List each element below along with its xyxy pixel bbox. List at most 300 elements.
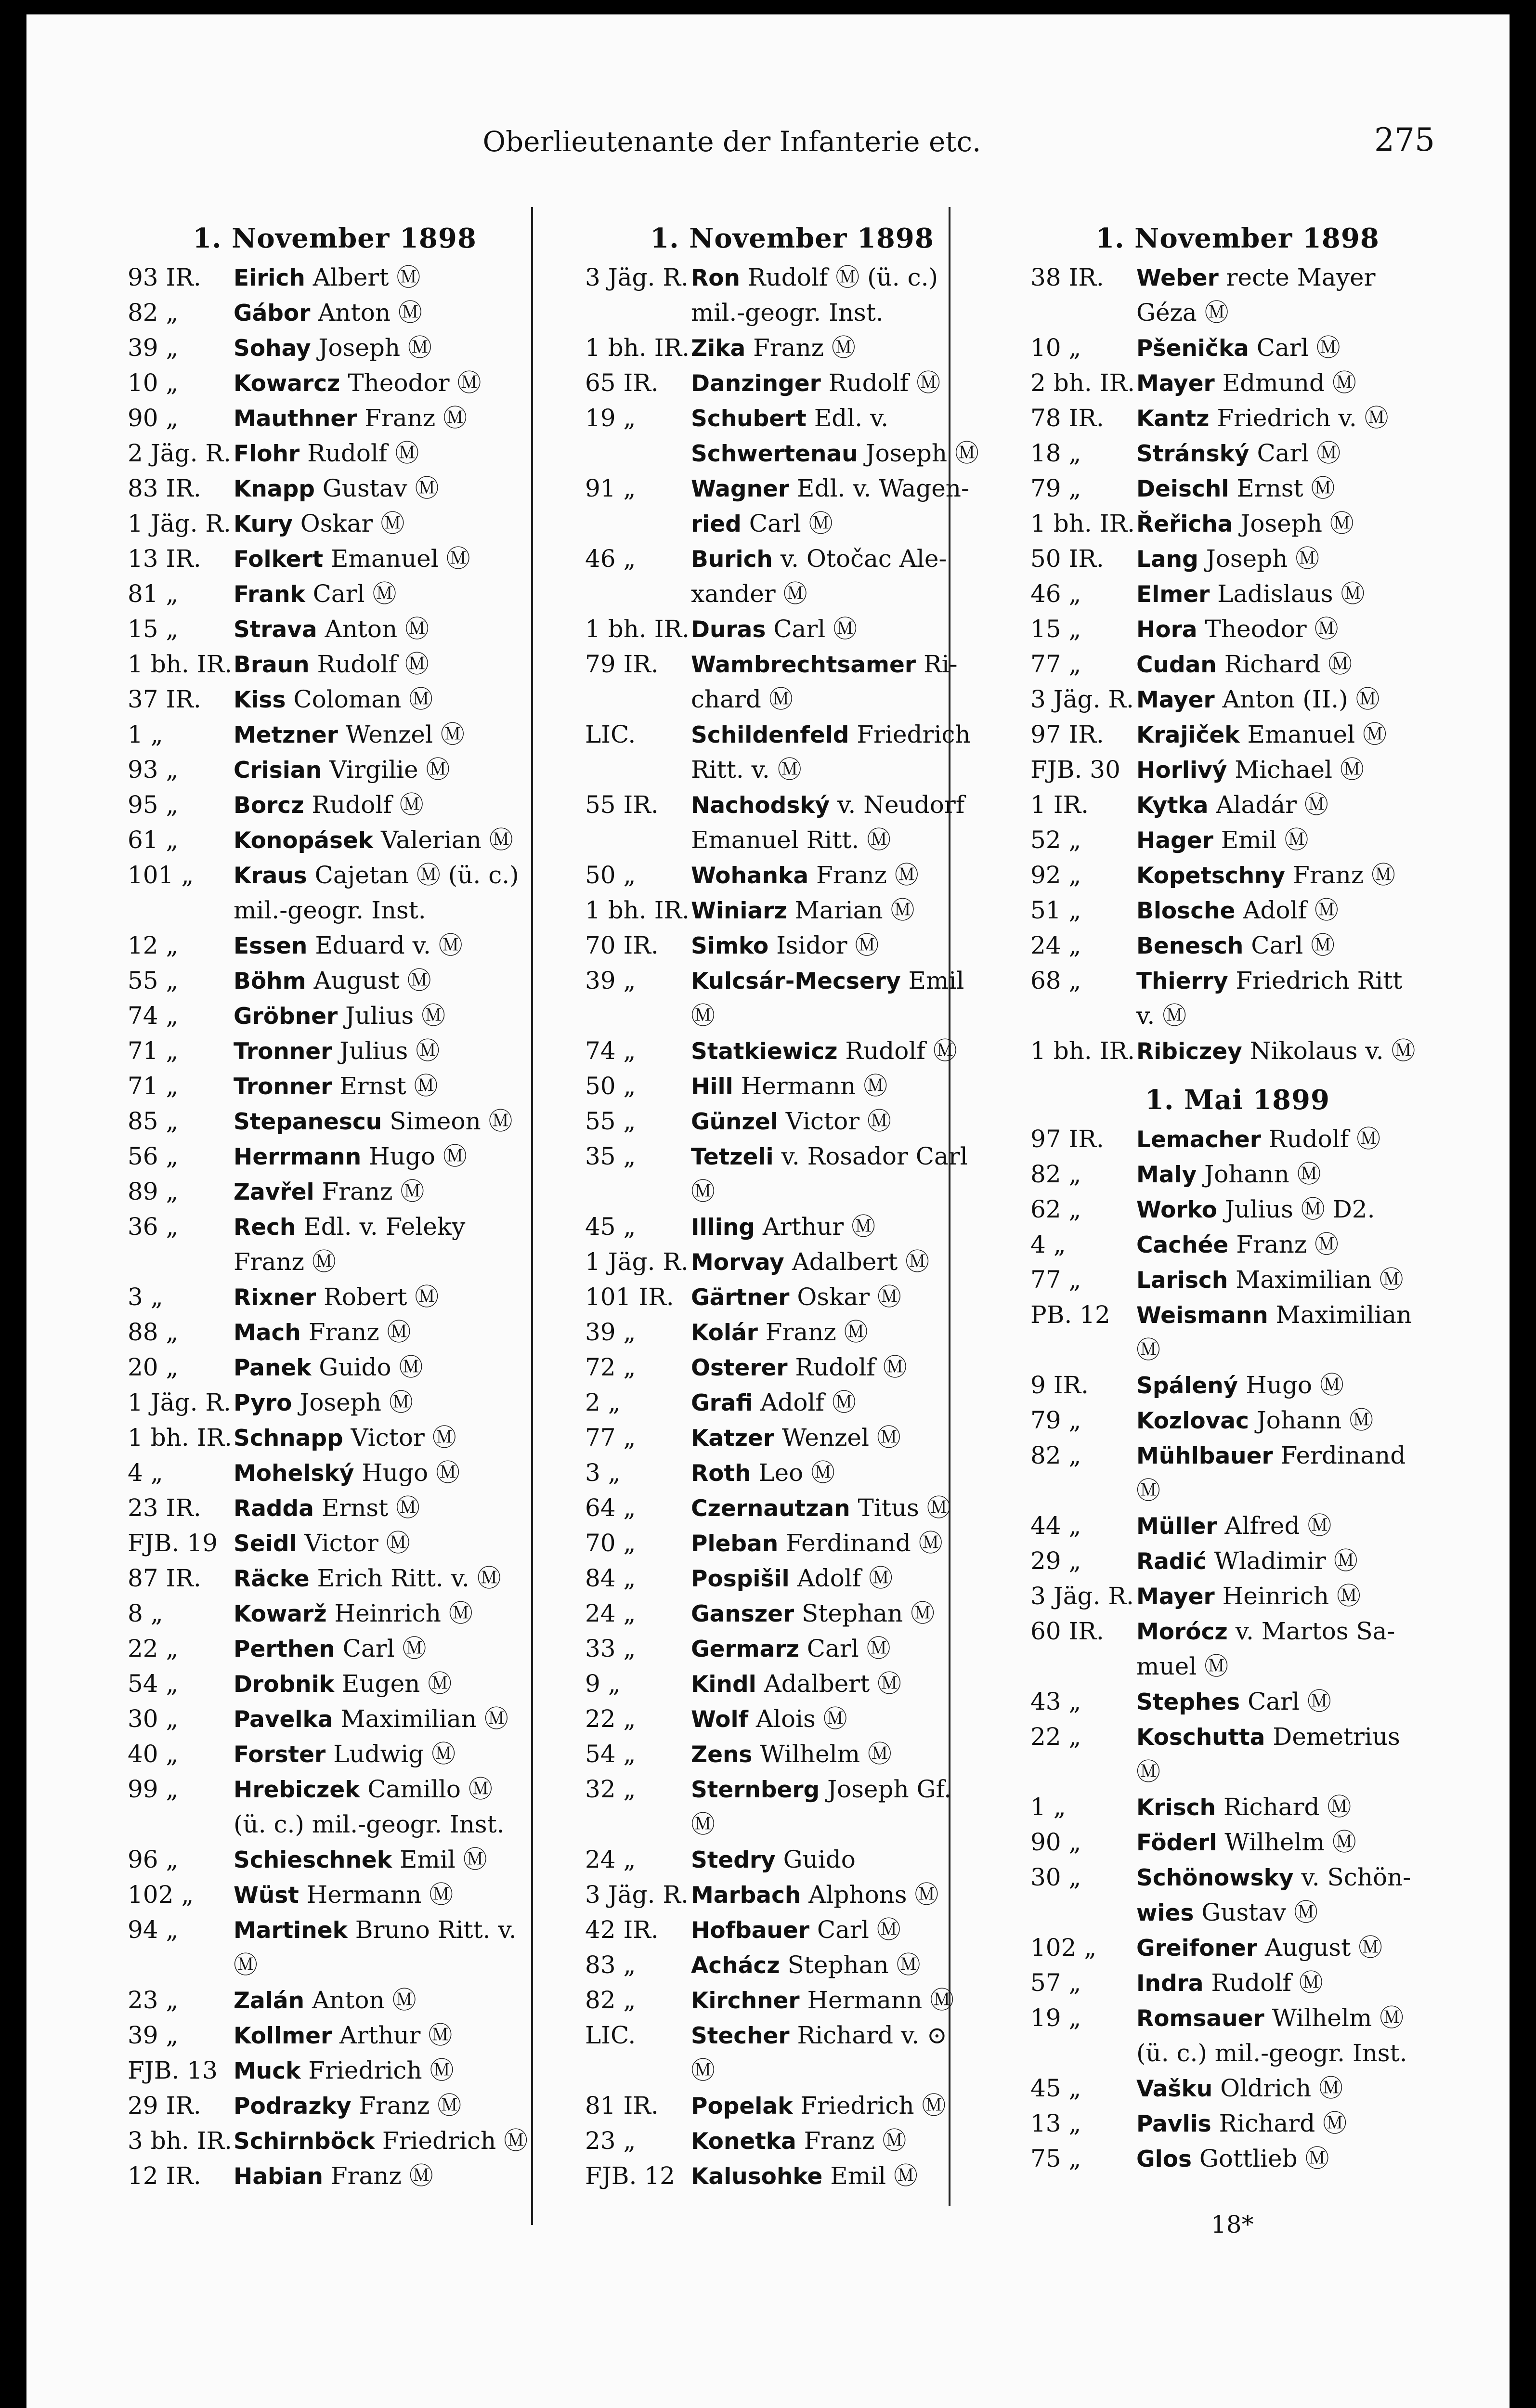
regiment-label: 77 „	[585, 1424, 636, 1452]
list-item	[585, 1209, 999, 1244]
given-name: Ritt. v. Ⓜ	[691, 756, 802, 784]
surname: Horlivý	[1136, 757, 1227, 784]
surname: Metzner	[234, 722, 338, 748]
surname: Kulcsár-Mecsery	[691, 968, 901, 995]
given-name: Rudolf Ⓜ	[1211, 1969, 1323, 1997]
regiment-label: 52 „	[1030, 826, 1081, 854]
list-item	[128, 1315, 542, 1350]
name-line	[691, 1069, 999, 1104]
regiment-label: 82 „	[128, 299, 179, 327]
regiment-label: 22 „	[128, 1635, 179, 1662]
list-item	[585, 1280, 999, 1315]
given-name: Carl Ⓜ	[1257, 439, 1341, 467]
officer-name	[691, 1561, 999, 1596]
name-line	[234, 1737, 542, 1772]
surname: Burich	[691, 546, 773, 573]
surname: Kozlovac	[1136, 1408, 1249, 1434]
officer-name	[691, 1034, 999, 1069]
surname: Eirich	[234, 265, 305, 291]
name-line	[1136, 1719, 1445, 1754]
regiment-label: 97 IR.	[1030, 720, 1104, 748]
surname: Schnapp	[234, 1425, 343, 1452]
given-name: Julius Ⓜ D2.	[1224, 1195, 1375, 1223]
officer-name	[234, 1631, 542, 1666]
officer-name	[234, 2088, 542, 2123]
list-item	[1030, 1438, 1445, 1508]
given-name: Rudolf Ⓜ	[845, 1037, 957, 1065]
given-name: Carl Ⓜ	[817, 1916, 901, 1944]
page-header-title: Oberlieutenante der Infanterie etc.	[482, 125, 981, 158]
list-item	[128, 787, 542, 823]
given-name: Rudolf Ⓜ	[307, 439, 419, 467]
name-line	[1136, 787, 1445, 823]
list-item	[1030, 647, 1445, 682]
officer-name	[234, 1455, 542, 1491]
list-item	[128, 1737, 542, 1772]
list-item	[128, 2123, 542, 2159]
regiment-label: 89 „	[128, 1178, 179, 1205]
given-name: xander Ⓜ	[691, 580, 807, 608]
surname: wies	[1136, 1900, 1194, 1926]
surname: Flohr	[234, 441, 300, 467]
name-line	[234, 1104, 542, 1139]
list-item	[585, 1350, 999, 1385]
officer-name	[691, 366, 999, 401]
surname: Řeřicha	[1136, 511, 1233, 537]
given-name: Franz Ⓜ	[753, 334, 856, 362]
surname: Perthen	[234, 1636, 335, 1662]
given-name: Theodor Ⓜ	[1205, 615, 1339, 643]
list-item	[585, 1631, 999, 1666]
regiment-label: 23 IR.	[128, 1494, 201, 1522]
regiment-label: 77 „	[1030, 1266, 1081, 1294]
regiment-label: 29 IR.	[128, 2092, 201, 2120]
surname: Wolf	[691, 1706, 749, 1733]
officer-name	[1136, 1825, 1445, 1860]
regiment-label: 102 „	[1030, 1934, 1097, 1962]
given-name: Wenzel Ⓜ	[781, 1424, 901, 1452]
list-item	[1030, 1227, 1445, 1262]
given-name: Carl Ⓜ	[773, 615, 858, 643]
name-line	[1136, 1473, 1445, 1508]
name-line	[1136, 1403, 1445, 1438]
given-name: Guido Ⓜ	[319, 1353, 423, 1381]
surname: Hofbauer	[691, 1917, 809, 1944]
given-name: Arthur Ⓜ	[762, 1213, 876, 1241]
regiment-label: 54 „	[128, 1670, 179, 1698]
list-item	[1030, 471, 1445, 506]
surname: Hrebiczek	[234, 1777, 360, 1803]
officer-name	[1136, 1719, 1445, 1790]
surname: Spálený	[1136, 1373, 1238, 1399]
regiment-label: 50 IR.	[1030, 545, 1104, 573]
officer-name	[1136, 1122, 1445, 1157]
list-item	[128, 1139, 542, 1174]
list-item	[585, 541, 999, 612]
officer-name	[1136, 1508, 1445, 1544]
surname: Drobnik	[234, 1671, 334, 1698]
regiment-label: 79 „	[1030, 1406, 1081, 1434]
list-item	[585, 963, 999, 1034]
officer-name	[234, 823, 542, 858]
list-item	[585, 2088, 999, 2123]
given-name: Joseph Gf.	[827, 1775, 952, 1803]
given-name: Alois Ⓜ	[755, 1705, 847, 1733]
surname: Sohay	[234, 335, 311, 362]
regiment-label: 1 bh. IR.	[585, 896, 690, 924]
officer-name	[1136, 1192, 1445, 1227]
regiment-label: 65 IR.	[585, 369, 659, 397]
given-name: Franz Ⓜ	[308, 1318, 411, 1346]
name-line	[1136, 682, 1445, 717]
name-line	[691, 1737, 999, 1772]
regiment-label: 2 bh. IR.	[1030, 369, 1135, 397]
officer-name	[234, 1280, 542, 1315]
column-1-heading: 1. November 1898	[193, 222, 477, 254]
list-item	[1030, 1508, 1445, 1544]
surname: Cudan	[1136, 652, 1217, 678]
list-item	[128, 1912, 542, 1983]
given-name: Maximilian Ⓜ	[340, 1705, 508, 1733]
list-item	[128, 752, 542, 787]
name-line	[691, 401, 999, 436]
list-item	[585, 1455, 999, 1491]
regiment-label: 79 IR.	[585, 650, 659, 678]
surname: Vašku	[1136, 2076, 1213, 2102]
officer-name	[234, 787, 542, 823]
name-line	[234, 858, 542, 893]
officer-name	[1136, 682, 1445, 717]
officer-name	[234, 576, 542, 612]
surname: Hill	[691, 1073, 733, 1100]
regiment-label: 50 „	[585, 1072, 636, 1100]
regiment-label: 45 „	[585, 1213, 636, 1241]
regiment-label: 70 IR.	[585, 931, 659, 959]
given-name: Emil	[908, 967, 964, 995]
surname: Pavlis	[1136, 2111, 1211, 2137]
name-line	[691, 1701, 999, 1737]
given-name: Ⓜ	[1136, 1477, 1160, 1505]
list-item	[1030, 401, 1445, 436]
given-name: Arthur Ⓜ	[339, 2021, 453, 2049]
regiment-label: 1 bh. IR.	[585, 334, 690, 362]
officer-name	[691, 1104, 999, 1139]
given-name: Wilhelm Ⓜ	[1224, 1828, 1356, 1856]
surname: Roth	[691, 1460, 751, 1487]
list-item	[585, 2123, 999, 2159]
name-line	[691, 1244, 999, 1280]
name-line	[234, 1983, 542, 2018]
regiment-label: 42 IR.	[585, 1916, 659, 1944]
regiment-label: 19 „	[585, 404, 636, 432]
name-line	[691, 963, 999, 998]
list-item	[1030, 893, 1445, 928]
officer-name	[234, 1104, 542, 1139]
regiment-label: 1 Jäg. R.	[128, 510, 231, 537]
name-line	[1136, 1684, 1445, 1719]
list-item	[128, 1034, 542, 1069]
name-line	[1136, 1649, 1445, 1684]
regiment-label: 82 „	[1030, 1160, 1081, 1188]
name-line	[234, 471, 542, 506]
name-line	[1136, 998, 1445, 1034]
name-line	[1136, 1544, 1445, 1579]
surname: Konopásek	[234, 827, 374, 854]
given-name: Valerian Ⓜ	[381, 826, 513, 854]
list-item	[1030, 2071, 1445, 2106]
regiment-label: FJB. 13	[128, 2056, 218, 2084]
name-line	[1136, 647, 1445, 682]
name-line	[1136, 963, 1445, 998]
regiment-label: 83 IR.	[128, 474, 201, 502]
regiment-label: 30 „	[1030, 1863, 1081, 1891]
list-item	[585, 1912, 999, 1948]
surname: Thierry	[1136, 968, 1228, 995]
list-item	[1030, 2106, 1445, 2141]
given-name: Stephan Ⓜ	[802, 1599, 935, 1627]
name-line	[1136, 2106, 1445, 2141]
surname: Rech	[234, 1214, 296, 1241]
name-line	[234, 401, 542, 436]
given-name: Wilhelm Ⓜ	[1272, 2004, 1404, 2032]
officer-name	[1136, 436, 1445, 471]
given-name: Eduard v. Ⓜ	[315, 931, 463, 959]
officer-name	[1136, 1684, 1445, 1719]
regiment-label: 93 „	[128, 756, 179, 784]
name-line	[691, 1842, 999, 1877]
name-line	[234, 1315, 542, 1350]
regiment-label: 1 Jäg. R.	[128, 1388, 231, 1416]
surname: Blosche	[1136, 898, 1236, 924]
name-line	[1136, 471, 1445, 506]
column-1-entries	[128, 260, 542, 2194]
given-name: Anton Ⓜ	[312, 1986, 417, 2014]
officer-name	[234, 1737, 542, 1772]
name-line	[691, 1174, 999, 1209]
given-name: Friedrich	[857, 720, 971, 748]
surname: Braun	[234, 652, 310, 678]
name-line	[691, 682, 999, 717]
regiment-label: FJB. 12	[585, 2162, 675, 2190]
officer-name	[691, 1772, 999, 1842]
officer-name	[1136, 647, 1445, 682]
name-line	[1136, 1508, 1445, 1544]
list-item	[1030, 1965, 1445, 2001]
name-line	[691, 576, 999, 612]
name-line	[1136, 1368, 1445, 1403]
officer-name	[1136, 1965, 1445, 2001]
surname: Hora	[1136, 616, 1198, 643]
regiment-label: 18 „	[1030, 439, 1081, 467]
regiment-label: 8 „	[128, 1599, 163, 1627]
given-name: v. Neudorf	[837, 791, 965, 819]
list-item	[1030, 330, 1445, 366]
name-line	[234, 963, 542, 998]
list-item	[128, 1701, 542, 1737]
name-line	[1136, 1227, 1445, 1262]
given-name: Joseph Ⓜ	[1240, 510, 1354, 537]
officer-name	[1136, 823, 1445, 858]
surname: Schubert	[691, 406, 807, 432]
surname: Folkert	[234, 546, 324, 573]
name-line	[691, 1315, 999, 1350]
given-name: Johann Ⓜ	[1204, 1160, 1321, 1188]
name-line	[234, 2159, 542, 2194]
given-name: Edl. v. Wagen-	[796, 474, 969, 502]
list-item	[1030, 1930, 1445, 1965]
surname: Lemacher	[1136, 1126, 1261, 1153]
name-line	[691, 787, 999, 823]
officer-name	[1136, 1930, 1445, 1965]
regiment-label: FJB. 30	[1030, 756, 1120, 784]
list-item	[128, 612, 542, 647]
officer-name	[234, 1983, 542, 2018]
given-name: Emanuel Ⓜ	[331, 545, 470, 573]
list-item	[128, 1104, 542, 1139]
given-name: Wenzel Ⓜ	[345, 720, 465, 748]
surname: Gábor	[234, 300, 311, 327]
surname: Schieschnek	[234, 1847, 392, 1873]
given-name: Oskar Ⓜ	[300, 510, 405, 537]
regiment-label: 1 bh. IR.	[585, 615, 690, 643]
name-line	[1136, 401, 1445, 436]
list-item	[1030, 1157, 1445, 1192]
officer-name	[691, 1244, 999, 1280]
officer-name	[691, 893, 999, 928]
surname: Ganszer	[691, 1601, 794, 1627]
surname: Greifoner	[1136, 1935, 1257, 1962]
given-name: Guido	[783, 1845, 856, 1873]
list-item	[128, 436, 542, 471]
regiment-label: 85 „	[128, 1107, 179, 1135]
given-name: Friedrich Ⓜ	[382, 2127, 528, 2155]
regiment-label: 9 IR.	[1030, 1371, 1089, 1399]
officer-name	[234, 1772, 542, 1842]
list-item	[1030, 1544, 1445, 1579]
given-name: Demetrius	[1273, 1723, 1400, 1751]
given-name: Hermann Ⓜ	[807, 1986, 954, 2014]
officer-name	[691, 2018, 999, 2088]
officer-name	[234, 2053, 542, 2088]
name-line	[234, 1420, 542, 1455]
surname: Räcke	[234, 1566, 310, 1592]
name-line	[234, 260, 542, 295]
regiment-label: 102 „	[128, 1881, 194, 1909]
regiment-label: 3 „	[128, 1283, 163, 1311]
regiment-label: 71 „	[128, 1037, 179, 1065]
officer-name	[1136, 260, 1445, 330]
regiment-label: 36 „	[128, 1213, 179, 1241]
given-name: Ludwig Ⓜ	[333, 1740, 456, 1768]
name-line	[691, 1280, 999, 1315]
surname: Marbach	[691, 1882, 801, 1909]
given-name: Rudolf Ⓜ	[1268, 1125, 1381, 1153]
list-item	[128, 2018, 542, 2053]
list-item	[585, 1877, 999, 1912]
regiment-label: 24 „	[1030, 931, 1081, 959]
list-item	[1030, 823, 1445, 858]
officer-name	[691, 963, 999, 1034]
surname: Kirchner	[691, 1988, 800, 2014]
officer-name	[234, 717, 542, 752]
given-name: Maximilian	[1276, 1301, 1412, 1329]
officer-name	[234, 612, 542, 647]
regiment-label: 12 IR.	[128, 2162, 201, 2190]
list-item	[128, 576, 542, 612]
given-name: mil.-geogr. Inst.	[691, 299, 884, 327]
regiment-label: 22 „	[585, 1705, 636, 1733]
surname: Mayer	[1136, 370, 1215, 397]
name-line	[234, 612, 542, 647]
name-line	[234, 576, 542, 612]
list-item	[128, 506, 542, 541]
given-name: Rudolf Ⓜ	[828, 369, 941, 397]
given-name: Carl Ⓜ	[749, 510, 833, 537]
name-line	[234, 647, 542, 682]
list-item	[128, 1666, 542, 1701]
regiment-label: 81 IR.	[585, 2092, 659, 2120]
surname: Pšenička	[1136, 335, 1249, 362]
name-line	[691, 295, 999, 330]
surname: Romsauer	[1136, 2005, 1264, 2032]
list-item	[128, 471, 542, 506]
list-item	[128, 1842, 542, 1877]
surname: Ron	[691, 265, 740, 291]
name-line	[234, 436, 542, 471]
name-line	[1136, 576, 1445, 612]
regiment-label: 87 IR.	[128, 1564, 201, 1592]
surname: Rixner	[234, 1284, 316, 1311]
officer-name	[234, 1209, 542, 1280]
officer-name	[234, 471, 542, 506]
name-line	[1136, 1192, 1445, 1227]
officer-name	[691, 541, 999, 612]
regiment-label: 46 „	[585, 545, 636, 573]
name-line	[1136, 1965, 1445, 2001]
list-item	[128, 366, 542, 401]
officer-name	[691, 1912, 999, 1948]
list-item	[128, 823, 542, 858]
given-name: Heinrich Ⓜ	[334, 1599, 473, 1627]
surname: Winiarz	[691, 898, 787, 924]
list-item	[1030, 1684, 1445, 1719]
regiment-label: 2 Jäg. R.	[128, 439, 231, 467]
surname: Indra	[1136, 1970, 1204, 1997]
name-line	[1136, 1825, 1445, 1860]
given-name: Theodor Ⓜ	[348, 369, 482, 397]
name-line	[691, 2159, 999, 2194]
list-item	[585, 1385, 999, 1420]
given-name: Joseph Ⓜ	[865, 439, 979, 467]
list-item	[585, 1596, 999, 1631]
regiment-label: 97 IR.	[1030, 1125, 1104, 1153]
name-line	[691, 366, 999, 401]
given-name: Carl Ⓜ	[312, 580, 397, 608]
name-line	[1136, 612, 1445, 647]
given-name: Bruno Ritt. v.	[355, 1916, 517, 1944]
officer-name	[234, 2123, 542, 2159]
surname: Muck	[234, 2058, 301, 2084]
officer-name	[234, 2159, 542, 2194]
list-item	[128, 1209, 542, 1280]
surname: Wambrechtsamer	[691, 652, 916, 678]
given-name: Robert Ⓜ	[324, 1283, 439, 1311]
officer-name	[1136, 1438, 1445, 1508]
name-line	[234, 893, 542, 928]
surname: Günzel	[691, 1109, 778, 1135]
surname: Pospišil	[691, 1566, 790, 1592]
list-item	[128, 1350, 542, 1385]
